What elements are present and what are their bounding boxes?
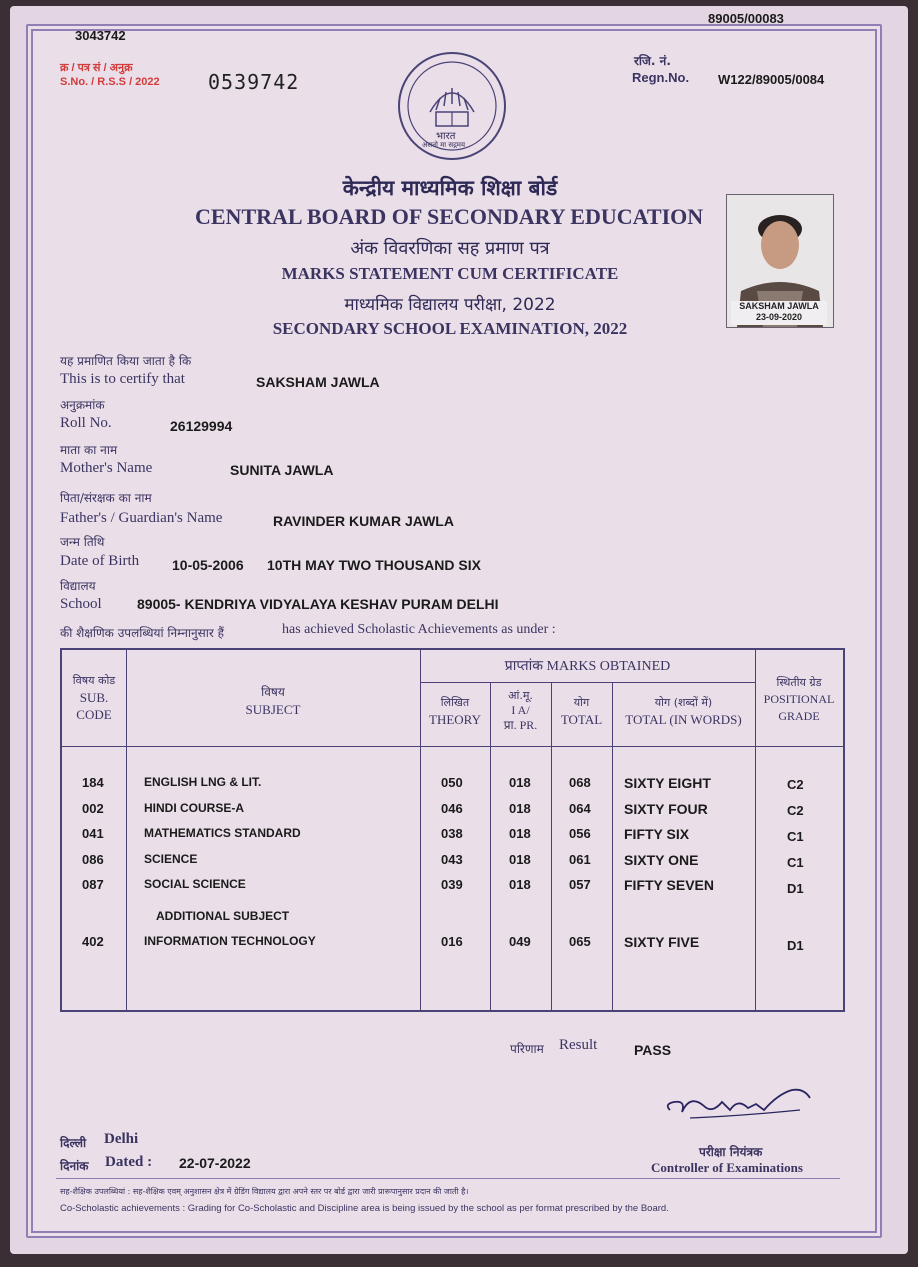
certificate-number: 0539742 [208,70,300,94]
cell-ia: 018 [509,801,531,816]
header-theory-hi: लिखित [440,696,470,709]
cell-grade: C1 [787,855,804,870]
school-label-hi: विद्यालय [60,579,96,593]
header-grade-hi: स्थितीय ग्रेड [776,676,822,689]
cell-subject: ENGLISH LNG & LIT. [144,775,262,789]
exam-title-en: SECONDARY SCHOOL EXAMINATION, 2022 [272,319,628,338]
cell-subject: HINDI COURSE-A [144,801,245,815]
cell-total: 056 [569,826,591,841]
header-code-hi: विषय कोड [72,674,116,687]
cell-theory: 046 [441,801,463,816]
cell-words: FIFTY SEVEN [624,877,714,893]
header-total-en: TOTAL [560,712,603,727]
roll-label-hi: अनुक्रमांक [60,398,105,412]
cell-ia: 018 [509,775,531,790]
cell-total: 068 [569,775,591,790]
cell-grade: C2 [787,777,804,792]
cell-total: 064 [569,801,591,816]
header-theory-en: THEORY [429,712,481,727]
header-total-hi: योग [573,696,590,709]
controller-signature [660,1080,820,1135]
cell-grade: C2 [787,803,804,818]
marks-table [60,648,845,1012]
place-label-hi: दिल्ली [60,1136,87,1150]
red-stamp-line2: S.No. / R.S.S / 2022 [60,76,160,88]
serial-top-right: 89005/00083 [708,11,784,26]
cell-ia: 049 [509,934,531,949]
header-ia-hi: आं.मू. [508,689,533,702]
father-label-hi: पिता/संरक्षक का नाम [60,491,152,505]
father-label-en: Father's / Guardian's Name [60,510,223,526]
dob-label-en: Date of Birth [60,553,140,569]
header-ia [490,688,551,733]
school-name: 89005- KENDRIYA VIDYALAYA KESHAV PURAM DELHI [137,596,499,612]
result-label-hi: परिणाम [510,1042,544,1056]
header-code-en2: CODE [76,707,112,722]
cell-ia: 018 [509,826,531,841]
header-code [62,672,126,723]
cell-subject: SOCIAL SCIENCE [144,877,246,891]
header-ia-en: I A/ [511,703,530,717]
cell-words: SIXTY FOUR [624,801,708,817]
result-label-en: Result [559,1037,598,1053]
cell-theory: 043 [441,852,463,867]
father-name: RAVINDER KUMAR JAWLA [273,513,454,529]
achieved-label-en: has achieved Scholastic Achievements as under : [282,622,556,637]
student-name: SAKSHAM JAWLA [256,374,380,390]
cell-subject: INFORMATION TECHNOLOGY [144,934,316,948]
certificate-title-en: MARKS STATEMENT CUM CERTIFICATE [281,264,619,283]
photo-caption [731,301,827,325]
mother-label-hi: माता का नाम [60,443,118,457]
cell-code: 086 [82,852,104,867]
header-subject-en: SUBJECT [245,702,301,717]
roll-label-en: Roll No. [60,415,112,431]
roll-number: 26129994 [170,418,233,434]
certify-label-hi: यह प्रमाणित किया जाता है कि [60,354,192,368]
result-value: PASS [634,1042,672,1058]
serial-top-left: 3043742 [75,28,126,43]
cell-total: 065 [569,934,591,949]
dob-words: 10TH MAY TWO THOUSAND SIX [267,557,481,573]
header-total [551,694,612,728]
cell-subject: SCIENCE [144,852,198,866]
header-subject-hi: विषय [261,685,285,699]
student-photo [726,194,834,328]
header-words-hi: योग (शब्दों में) [654,696,713,709]
cell-code: 041 [82,826,104,841]
regn-label-hi: रजि. नं. [634,54,671,68]
cell-words: SIXTY ONE [624,852,699,868]
place-label-en: Delhi [104,1131,139,1147]
emblem-motto: असतो मा सद्गमय [422,141,466,149]
certificate-title-hi: अंक विवरणिका सह प्रमाण पत्र [350,238,550,259]
cell-theory: 038 [441,826,463,841]
mother-label-en: Mother's Name [60,460,153,476]
cell-grade: C1 [787,829,804,844]
cell-theory: 039 [441,877,463,892]
header-bottom-line [62,746,843,747]
controller-label-hi: परीक्षा नियंत्रक [699,1145,763,1159]
header-grade-en2: GRADE [778,709,820,723]
regn-number: W122/89005/0084 [718,72,825,87]
signature-icon [660,1080,820,1130]
header-code-en1: SUB. [79,690,109,705]
cell-grade: D1 [787,938,804,953]
emblem-text-hi: भारत [436,131,456,142]
school-label-en: School [60,596,102,612]
dated-label-en: Dated : [105,1154,153,1170]
header-theory [420,694,490,728]
cell-theory: 016 [441,934,463,949]
board-name-en: CENTRAL BOARD OF SECONDARY EDUCATION [195,204,704,229]
additional-subject-label: ADDITIONAL SUBJECT [156,909,290,923]
mother-name: SUNITA JAWLA [230,462,334,478]
controller-label-en: Controller of Examinations [651,1160,803,1175]
certify-label-en: This is to certify that [60,371,185,387]
header-subject [126,684,420,718]
dob-value: 10-05-2006 [172,557,244,573]
cell-total: 061 [569,852,591,867]
photo-caption-date: 23-09-2020 [755,312,803,322]
co-scholastic-note-en: Co-Scholastic achievements : Grading for Co-Scholastic and Discipline area is being issued by the school as per format prescribed by the Board. [60,1203,669,1214]
red-stamp-line1: क्र / पत्र सं / अनुक्र [60,62,133,74]
cell-grade: D1 [787,881,804,896]
cell-theory: 050 [441,775,463,790]
photo-caption-name: SAKSHAM JAWLA [739,301,819,311]
header-words-en: TOTAL (IN WORDS) [625,712,742,727]
cell-words: SIXTY FIVE [624,934,700,950]
regn-label-en: Regn.No. [632,70,690,85]
header-grade-en1: POSITIONAL [763,692,835,706]
cell-words: FIFTY SIX [624,826,690,842]
issue-date: 22-07-2022 [179,1155,251,1171]
cell-total: 057 [569,877,591,892]
header-words [612,694,755,728]
dob-label-hi: जन्म तिथि [60,535,105,549]
cell-code: 184 [82,775,104,790]
cell-code: 002 [82,801,104,816]
dated-label-hi: दिनांक [60,1159,89,1173]
cell-code: 087 [82,877,104,892]
exam-title-hi: माध्यमिक विद्यालय परीक्षा, 2022 [344,295,556,315]
cell-subject: MATHEMATICS STANDARD [144,826,301,840]
col-divider [551,682,552,1010]
header-grade [755,674,843,725]
header-pr: प्रा. PR. [503,718,538,732]
achieved-label-hi: की शैक्षणिक उपलब्धियां निम्नानुसार हैं [60,626,224,640]
co-scholastic-note-hi: सह-शैक्षिक उपलब्धियां : सह-शैक्षिक एवम् अनुशासन क्षेत्र में ग्रेडिंग विद्यालय द्वारा अपने स्तर पर बोर्ड द्वारा जारी प्रारूपानुसार प्रदान की जाती है। [60,1187,469,1196]
cell-words: SIXTY EIGHT [624,775,711,791]
header-marks-obtained: प्राप्तांक MARKS OBTAINED [504,659,671,674]
cell-ia: 018 [509,852,531,867]
cell-code: 402 [82,934,104,949]
board-name-hi: केन्द्रीय माध्यमिक शिक्षा बोर्ड [342,176,558,200]
marks-subheader-line [420,682,755,683]
col-divider [612,682,613,1010]
cell-ia: 018 [509,877,531,892]
footer-divider [56,1178,840,1179]
